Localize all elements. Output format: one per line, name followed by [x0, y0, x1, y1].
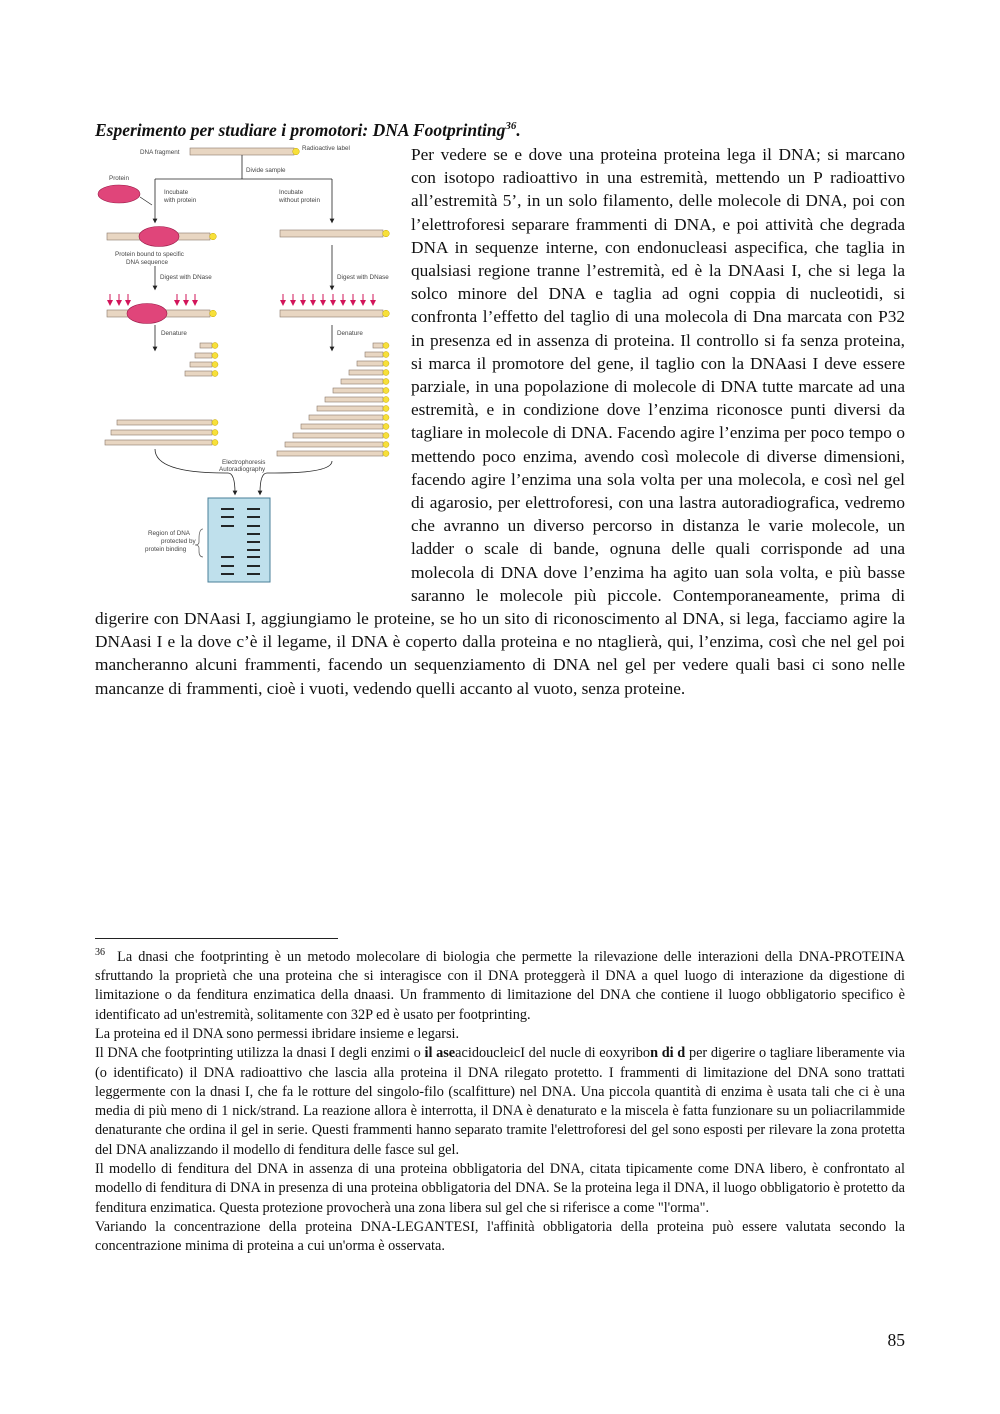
- radioactive-label-text: Radioactive label: [302, 145, 350, 152]
- region-protected-label: Region of DNA protected by protein binding: [145, 530, 196, 553]
- digest-left-label: Digest with DNase: [160, 274, 212, 281]
- footprinting-diagram: [95, 143, 410, 605]
- protein-blob: [98, 185, 140, 203]
- body-paragraph: DNA fragment Radioactive label Divide sample Protein Incubate with protein Incubate without protein Protein bound to specific DNA sequence Digest with DNase Digest with DNase Denature Denature Electrophoresis Autoradiography Region of DNA protected by protein binding Per vedere se e dove una proteina proteina lega il DNA; si marcano con isotopo radioattivo in una estremità, mettendo un P radioattivo all’estremità 5’, in un solo filamento, delle molecole di DNA, poi con l’elettroforesi separare frammenti di DNA, e poi attività che degrada DNA in sequenze interne, con endonucleasi aspecifica, che taglia in qualsiasi regione tranne l’estremità, ed è la DNAasi I, che si lega la solco minore del DNA e taglia ad ogni coppia di nucleotidi, si confronta l’effetto del taglio di una molecola di Dna marcata con P32 in presenza ed in assenza di proteina. Il controllo si fa senza proteina, si marca il promotore del gene, il taglio con la DNAasi I deve essere parziale, in una popolazione di molecole di DNA tutte marcate ad una estremità, e in condizione dove l’enzima riconosce punti diversi da tagliare in molecole di DNA. Facendo agire l’enzima per poco tempo o mettendo poco enzima, avendo così molecole di diverse dimensioni, facendo agire l’enzima una sola volta per una molecola, e così nel gel di agarosio, per elettroforesi, con una lastra autoradiografica, vedremo che avranno un diverso percorso in distanza le varie molecole, un ladder o scale di bande, ognuna delle quali corrisponde ad una molecola di DNA dove l’enzima ha agito uan sola volta, e più basse saranno le molecole più piccole. Contemporaneamente, prima di digerire con DNAasi I, aggiungiamo le proteine, se ho un sito di riconoscimento al DNA, si lega, facciamo agire la DNAasi I e la dove c’è il legame, il DNA è coperto dalla proteina e no ntaglierà, qui, l’enzima, così che nel gel poi mancheranno alcuni frammenti, facendo un sequenziamento di DNA nel gel per vedere quali basi ci sono nelle mancanze di frammenti, cioè i vuoti, vedendo quelli accanto al vuoto, senza proteine.: [95, 145, 905, 698]
- footnote-paragraph-3: Il DNA che footprinting utilizza la dnasi I degli enzimi o il aseacidoucleicI del nucle di eoxyribon di d per digerire o tagliare liberamente via (o identificato) il DNA radioattivo che lascia alla proteina il DNA rilegato protetto. I frammenti di limitazione del DNA sono trattati leggermente con la dnasi I, che fa le rotture del singolo-filo (scalfitture) nel DNA. Una piccola quantità di enzima è usata tali che ci è una media di più meno di 1 nick/strand. La reazione allora è interrotta, il DNA è denaturato e la miscela è fatta funzionare su un poliacrilammide denaturante che ordina il gel in serie. Questi frammenti hanno separato tramite l'elettroforesi del gel sono esposti per rilevare la zona protetta del DNA analizzando il modello di fenditura delle fasce sul gel.: [95, 1045, 905, 1158]
- electrophoresis-label: Electrophoresis Autoradiography: [219, 459, 266, 473]
- protected-region-brace: [195, 529, 203, 557]
- denature-left-label: Denature: [161, 330, 187, 337]
- svg-text:Protein bound to specificDNA s: Protein bound to specific DNA sequence: [115, 251, 184, 266]
- footnote-paragraph-4: Il modello di fenditura del DNA in assenza di una proteina obbligatoria del DNA, citata tipicamente come DNA libero, è confrontato al modello di fenditura di DNA in presenza di una proteina obbligatoria del DNA. Se la proteina lega il DNA, il luogo obbligatorio è protetto da fenditura enzimatica. Questa protezione provocherà una zona libera sul gel che si riferisce a come "l'orma".: [95, 1161, 905, 1216]
- dnase-cut-arrows-left: [110, 294, 195, 303]
- footnote: [95, 943, 905, 1257]
- dna-free-strand: [280, 230, 383, 237]
- dna-footprinting-figure: [95, 143, 410, 605]
- footnote-separator: [95, 938, 338, 939]
- protein-bound-blob: [139, 227, 179, 247]
- footnote-paragraph-1: $^{36}$ La dnasi che footprinting è un metodo molecolare di biologia che permette la rilevazione delle interazioni della DNA-PROTEINA sfruttando la proprietà che una proteina che si interagisce con il DNA proteggerà il DNA a quel luogo di interazione da digestione di limitazione o da fenditura enzimatica della dnaasi. Un frammento di limitazione del DNA che contiene il luogo obbligatorio specifico è identificato ad un'estremità, solitamente con 32P ed è usato per footprinting.: [95, 947, 905, 1023]
- denature-right-label: Denature: [337, 330, 363, 337]
- radioactive-label-dot: [293, 148, 300, 155]
- footnote-ref: 36: [505, 120, 517, 133]
- page-number: 85: [887, 1330, 905, 1350]
- gel-plate: [208, 498, 270, 582]
- dna-fragment-label: DNA fragment: [140, 149, 180, 156]
- incubate-without-label: Incubate without protein: [279, 189, 320, 204]
- section-heading: Esperimento per studiare i promotori: DNA Footprinting$^{36}$.: [95, 120, 521, 140]
- dna-fragment: [190, 148, 294, 155]
- footnote-number: 36: [95, 947, 105, 958]
- footnote-paragraph-5: Variando la concentrazione della proteina DNA-LEGANTESI, l'affinità obbligatoria della proteina può essere valutata secondo la concentrazione minima di proteina a cui un'orma è osservata.: [95, 1218, 905, 1255]
- protein-label: Protein: [109, 175, 129, 182]
- divide-sample-label: Divide sample: [246, 167, 286, 174]
- footnote-paragraph-2: La proteina ed il DNA sono permessi ibridare insieme e legarsi.: [95, 1025, 460, 1042]
- dnase-cut-arrows-right: [283, 294, 373, 303]
- digest-right-label: Digest with DNase: [337, 274, 389, 281]
- incubate-with-label: Incubate with protein: [164, 189, 197, 204]
